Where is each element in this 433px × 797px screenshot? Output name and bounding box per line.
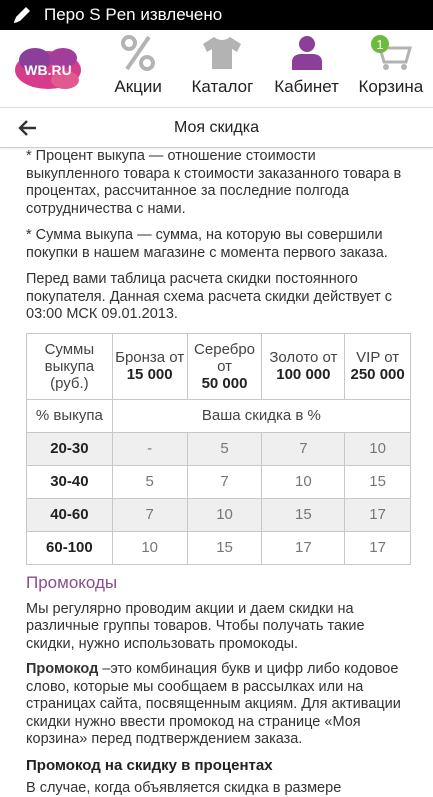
tshirt-icon <box>201 36 243 70</box>
paragraph-promo-intro: Мы регулярно проводим акции и даем скидки на различные группы товаров. Чтобы получать такие скидки, нужно использовать промокоды. <box>26 601 407 654</box>
table-subheader-row <box>27 399 411 432</box>
table-cell: 5 <box>187 432 262 465</box>
table-cell: 10 <box>187 498 262 531</box>
table-row <box>27 531 411 564</box>
nav-item-catalog[interactable] <box>180 30 264 107</box>
row-range: 40-60 <box>27 498 113 531</box>
logo-text: WB.RU <box>24 62 71 78</box>
promo-definition-text: –это комбинация букв и цифр либо кодовое слово, которые мы сообщаем в рассылках или на страницах сайта, посвященным акциям. Для активации скидки нужно ввести промокод на странице «Моя корзина» перед подтверждением заказа. <box>26 661 401 747</box>
main-nav <box>0 30 433 108</box>
paragraph-percent-definition: * Процент выкупа — отношение стоимости выкупленного товара к стоимости заказанного товара в процентах, рассчитанное за последние полгода сотрудничества с нами. <box>26 148 407 218</box>
table-cell: 17 <box>345 498 411 531</box>
page-content <box>0 148 433 770</box>
header-silver: Серебро от 50 000 <box>187 333 262 399</box>
logo[interactable] <box>0 30 96 107</box>
nav-label-catalog: Каталог <box>191 77 253 97</box>
table-header-row <box>27 333 411 399</box>
promo-term: Промокод <box>26 661 98 677</box>
page-title: Моя скидка <box>0 119 433 137</box>
person-icon <box>290 35 324 71</box>
nav-label-cabinet: Кабинет <box>274 77 339 97</box>
cart-badge: 1 <box>376 37 383 52</box>
table-cell: 15 <box>345 465 411 498</box>
row-range: 30-40 <box>27 465 113 498</box>
table-cell: 17 <box>262 531 345 564</box>
row-range: 60-100 <box>27 531 113 564</box>
row-range: 20-30 <box>27 432 113 465</box>
table-cell: 10 <box>112 531 187 564</box>
nav-label-cart: Корзина <box>358 77 423 97</box>
table-cell: 7 <box>112 498 187 531</box>
table-row <box>27 465 411 498</box>
table-row <box>27 498 411 531</box>
table-cell: 7 <box>187 465 262 498</box>
promo-percent-heading: Промокод на скидку в процентах <box>26 757 407 774</box>
header-vip: VIP от 250 000 <box>345 333 411 399</box>
back-arrow-icon <box>18 119 38 137</box>
pen-icon <box>12 5 34 25</box>
cart-icon <box>369 34 413 72</box>
header-gold: Золото от 100 000 <box>262 333 345 399</box>
header-bronze: Бронза от 15 000 <box>112 333 187 399</box>
toolbar <box>0 108 433 148</box>
nav-item-cart[interactable] <box>349 30 433 107</box>
promo-heading: Промокоды <box>26 573 407 593</box>
discount-label: Ваша скидка в % <box>112 399 410 432</box>
table-cell: 15 <box>262 498 345 531</box>
nav-item-promotions[interactable] <box>96 30 180 107</box>
paragraph-promo-definition <box>26 661 407 749</box>
paragraph-sum-definition: * Сумма выкупа — сумма, на которую вы совершили покупки в нашем магазине с момента первого заказа. <box>26 227 407 262</box>
percent-icon <box>121 35 155 71</box>
status-text: Перо S Pen извлечено <box>44 5 222 25</box>
nav-label-promotions: Акции <box>114 77 162 97</box>
discount-table <box>26 333 411 565</box>
back-button[interactable] <box>0 108 56 148</box>
table-cell: 15 <box>187 531 262 564</box>
percent-label: % выкупа <box>27 399 113 432</box>
status-bar <box>0 0 433 30</box>
paragraph-promo-percent: В случае, когда объявляется скидка в размере <box>26 780 407 797</box>
nav-item-cabinet[interactable] <box>265 30 349 107</box>
table-cell: 7 <box>262 432 345 465</box>
table-cell: 10 <box>345 432 411 465</box>
table-row <box>27 432 411 465</box>
wb-logo-icon <box>13 44 83 94</box>
header-sum-label: Суммы выкупа (руб.) <box>27 333 113 399</box>
table-cell: - <box>112 432 187 465</box>
paragraph-table-intro: Перед вами таблица расчета скидки постоянного покупателя. Данная схема расчета скидки действует с 03:00 МСК 09.01.2013. <box>26 271 407 324</box>
table-cell: 17 <box>345 531 411 564</box>
table-cell: 10 <box>262 465 345 498</box>
table-cell: 5 <box>112 465 187 498</box>
